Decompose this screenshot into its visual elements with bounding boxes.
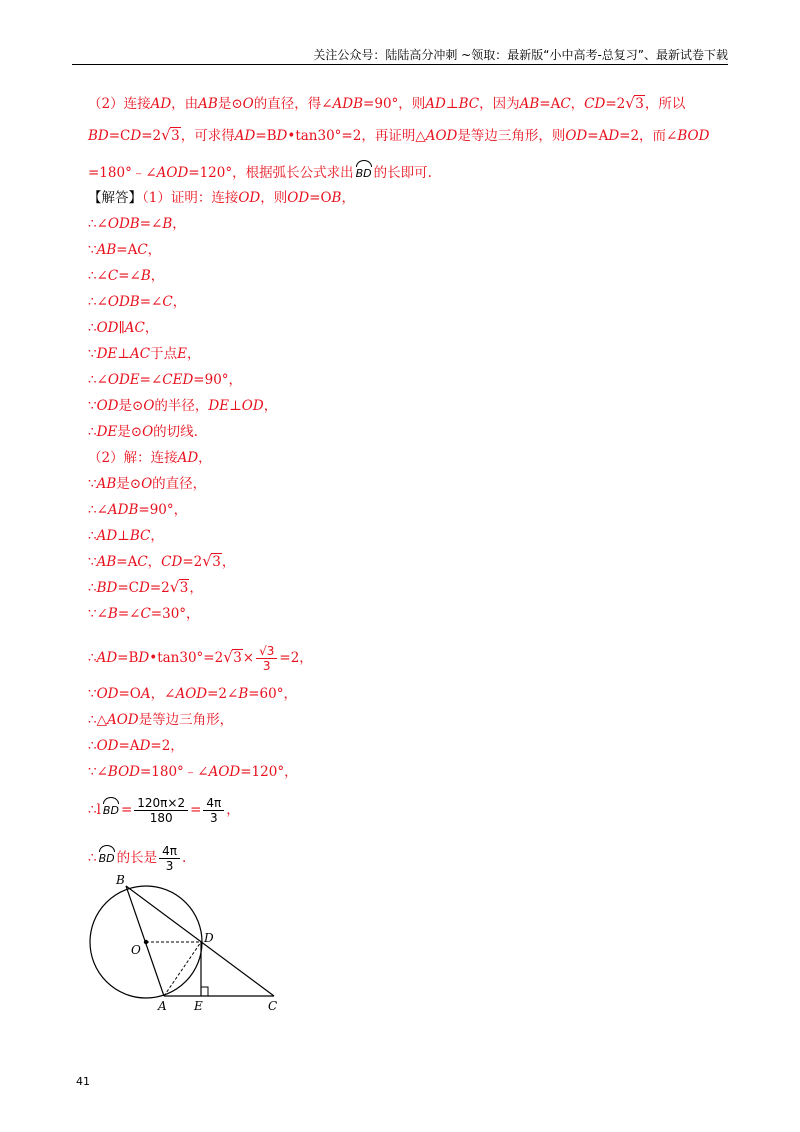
page-number: 41: [76, 1075, 90, 1088]
geometry-figure: [80, 870, 300, 1020]
part2-intro: （2）解：连接AD，: [88, 450, 212, 466]
part2-step: ∵OD=OA，∠AOD=2∠B=60°，: [88, 686, 297, 702]
part2-step: ∵∠BOD=180°﹣∠AOD=120°，: [88, 764, 298, 780]
label-o: O: [131, 943, 141, 957]
label-a: A: [158, 999, 167, 1013]
part2-step: ∴OD=AD=2，: [88, 738, 184, 754]
analysis-line-2: BD=CD=2 √ 3，可求得AD=BD•tan30°=2，再证明△AOD是等边三角形，则OD=AD=2，而∠BOD: [88, 126, 710, 144]
part1-step: ∴OD∥AC，: [88, 320, 159, 336]
part2-step: ∴l BD = $\frac{120\pi\times 2}{180}$ = $\frac{4\pi}{3}$ ，: [88, 796, 240, 825]
part2-step: ∴BD=CD=2 √ 3，: [88, 578, 203, 596]
part2-step: ∵∠B=∠C=30°，: [88, 606, 200, 622]
part1-step: ∴DE是⊙O的切线.: [88, 424, 198, 440]
part1-step: ∴∠ODB=∠B，: [88, 216, 186, 232]
part2-step: ∵AB是⊙O的直径，: [88, 476, 207, 492]
part2-step: ∴△AOD是等边三角形，: [88, 712, 234, 728]
part1-step: ∵OD是⊙O的半径，DE⊥OD，: [88, 398, 278, 414]
part1-step: ∵DE⊥AC于点E，: [88, 346, 201, 362]
part1-intro: （1）证明：连接OD，则OD=OB，: [142, 190, 355, 206]
label-c: C: [268, 999, 278, 1013]
label-b: B: [116, 873, 125, 887]
center-point: [144, 940, 148, 944]
part1-step: ∴∠ODE=∠CED=90°，: [88, 372, 243, 388]
part1-step: ∴∠ODB=∠C，: [88, 294, 187, 310]
part2-step: ∴AD=BD•tan30°=2 √ 3× $\frac{√3}{3}$ =2，: [88, 644, 313, 673]
part2-step: ∵AB=AC，CD=2 √ 3，: [88, 552, 236, 570]
analysis-line-3: =180°﹣∠AOD=120°，根据弧长公式求出 BD 的长即可.: [88, 160, 728, 184]
right-angle-mark: [201, 987, 208, 996]
part2-step: ∴AD⊥BC，: [88, 528, 164, 544]
solution-label: 【解答】: [88, 190, 142, 206]
page-header: [72, 44, 728, 65]
header-text: 关注公众号：陆陆高分冲刺 ~领取：最新版“小中高考-总复习”、最新试卷下载: [313, 48, 728, 62]
part1-step: ∵AB=AC，: [88, 242, 162, 258]
segment-bc: [126, 886, 274, 996]
solution-first-line: [88, 188, 355, 208]
part1-step: ∴∠C=∠B，: [88, 268, 165, 284]
part2-step: ∴∠ADB=90°，: [88, 502, 188, 518]
label-e: E: [194, 999, 203, 1013]
label-d: D: [204, 931, 214, 945]
analysis-line-1: （2）连接AD，由AB是⊙O的直径，得∠ADB=90°，则AD⊥BC，因为AB=AC，CD=2 √ 3，所以: [88, 94, 686, 112]
part2-step: ∴ BD 的长是 $\frac{4\pi}{3}$ .: [88, 844, 187, 873]
